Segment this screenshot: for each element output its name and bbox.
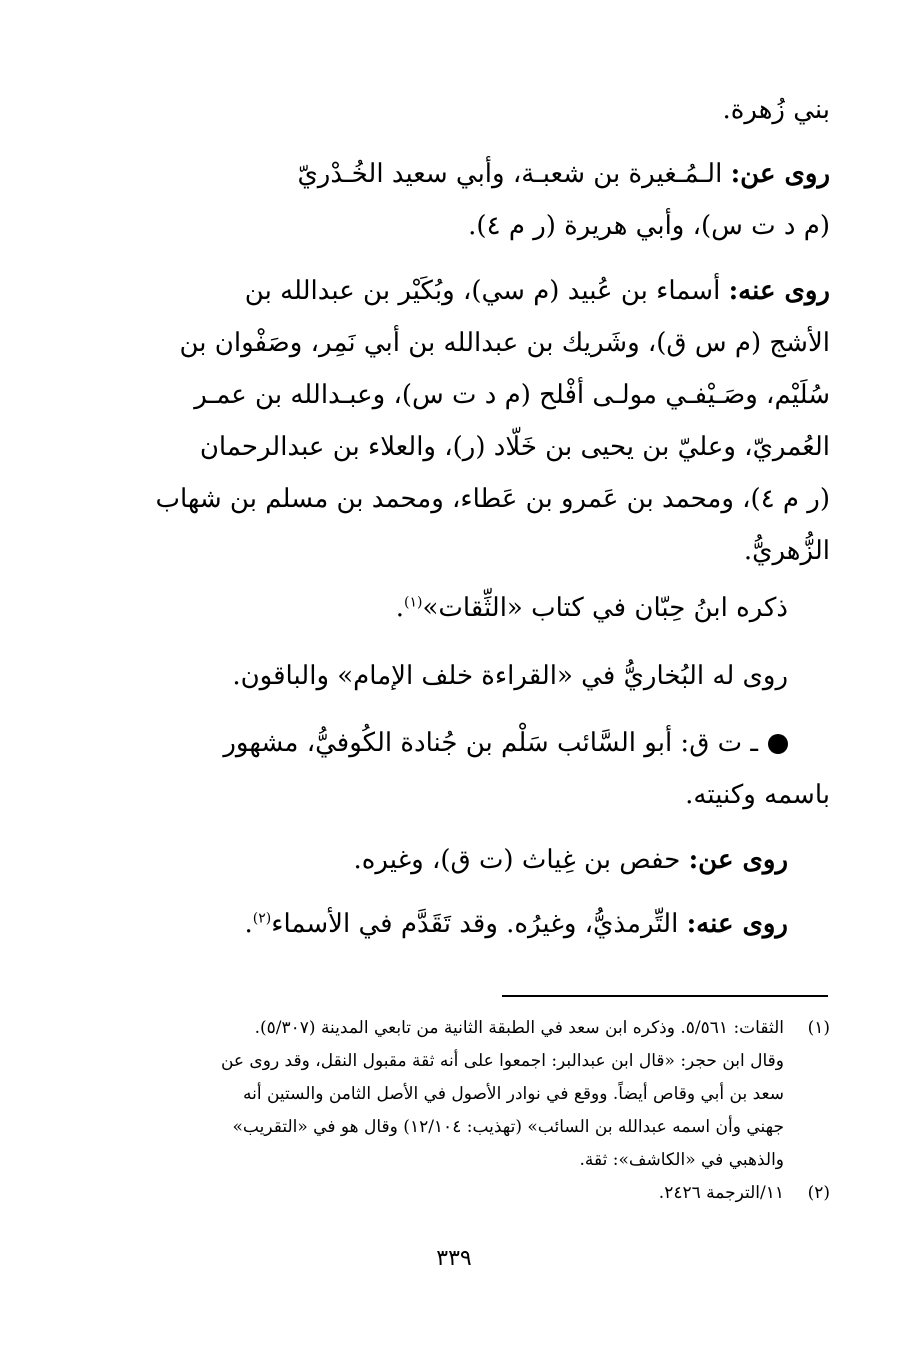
rawa-an-text: حفص بن غِياث (ت ق)، وغيره. (353, 845, 681, 875)
rawa-an-text: (م د ت س)، وأبي هريرة (ر م ٤). (468, 211, 830, 241)
thiqat-paragraph (78, 582, 830, 634)
rawa-anhu-text: العُمريّ، وعليّ بن يحيى بن خَلّاد (ر)، والعلاء بن عبدالرحمان (199, 432, 830, 462)
continuation-paragraph (78, 84, 830, 136)
rawa-anhu-text: (ر م ٤)، ومحمد بن عَمرو بن عَطاء، ومحمد بن مسلم بن شهاب (155, 484, 830, 514)
footnote-item (80, 1012, 830, 1177)
bukhari-text: روى له البُخاريُّ في «القراءة خلف الإمام» والباقون. (232, 661, 788, 691)
entry2-rawa-anhu (78, 898, 830, 950)
continuation-text: بني زُهرة. (722, 95, 830, 125)
thiqat-period: . (395, 593, 405, 623)
rawa-an-text: الـمُـغيرة بن شعبـة، وأبي سعيد الخُـدْريّ (297, 159, 723, 189)
rawa-an-label: روى عن: (730, 159, 830, 189)
entry2-rawa-an (78, 834, 830, 886)
rawa-anhu-text: الزُّهريُّ. (743, 536, 830, 566)
entry2-header-text: ـ ت ق: أبو السَّائب سَلْم بن جُنادة الكُوفيُّ، مشهور (223, 728, 758, 758)
rawa-anhu-text: التِّرمذيُّ، وغيرُه. وقد تَقَدَّم في الأسماء (271, 909, 679, 939)
footnote-line: ١١/الترجمة ٢٤٢٦. (658, 1183, 784, 1203)
rawa-anhu-label: روى عنه: (686, 909, 788, 939)
footnote-line: وقال ابن حجر: «قال ابن عبدالبر: اجمعوا على أنه ثقة مقبول النقل، وقد روى عن (220, 1051, 784, 1071)
footnote-divider (502, 995, 828, 997)
page-number: ٣٣٩ (436, 1246, 472, 1271)
footnote-number: (٢) (807, 1183, 830, 1203)
footnote-line: الثقات: ٥/٥٦١. وذكره ابن سعد في الطبقة الثانية من تابعي المدينة (٥/٣٠٧). (254, 1018, 784, 1038)
footnote-ref[interactable]: (١) (404, 594, 423, 611)
rawa-anhu-text: الأشج (م س ق)، وشَريك بن عبدالله بن أبي نَمِر، وصَفْوان بن (179, 328, 830, 358)
footnote-number: (١) (807, 1018, 830, 1038)
footnote-ref[interactable]: (٢) (252, 910, 272, 927)
thiqat-text: ذكره ابنُ حِبّان في كتاب «الثِّقات» (422, 593, 788, 623)
footnote-item (80, 1177, 830, 1210)
rawa-anhu-text: أسماء بن عُبيد (م سي)، وبُكَيْر بن عبدالله بن (244, 276, 721, 306)
footnote-line: جهني وأن اسمه عبدالله بن السائب» (تهذيب: ١٢/١٠٤) وقال هو في «التقريب» (232, 1117, 784, 1137)
rawa-anhu-text: سُلَيْم، وصَـيْفـي مولـى أفْلح (م د ت س)، وعبـدالله بن عمـر (194, 380, 830, 410)
entry2-header (78, 717, 830, 821)
footnote-body (80, 1012, 784, 1177)
entry1-rawa-an (78, 148, 830, 252)
rawa-anhu-period: . (244, 909, 253, 939)
rawa-anhu-label: روى عنه: (728, 276, 830, 306)
bullet-icon (768, 734, 788, 754)
entry2-header-text: باسمه وكنيته. (685, 780, 830, 810)
footnote-line: والذهبي في «الكاشف»: ثقة. (579, 1150, 784, 1170)
footnote-body (80, 1177, 784, 1210)
bukhari-paragraph (78, 650, 830, 702)
footnote-line: سعد بن أبي وقاص أيضاً. ووقع في نوادر الأصول في الأصل الثامن والستين أنه (243, 1084, 784, 1104)
rawa-an-label: روى عن: (688, 845, 788, 875)
footnotes (80, 1012, 830, 1210)
entry1-rawa-anhu (78, 265, 830, 577)
